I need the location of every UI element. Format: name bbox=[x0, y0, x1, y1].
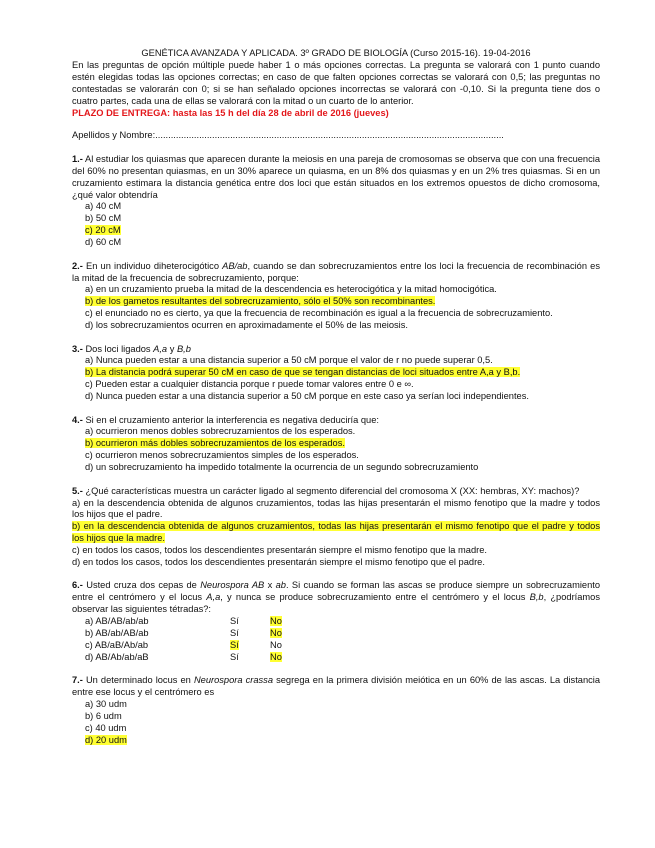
question-3: 3.- Dos loci ligados A,a y B,b a) Nunca pueden estar a una distancia superior a 50 cM porque el valor de r no puede superar 0,5. b) La distancia podrá superar 50 cM en caso de que se tengan distancias de loci situados entre A,a y B,b. c) Pueden estar a cualquier distancia porque r puede tomar valores entre 0 e ∞. d) Nunca pueden estar a una distancia superior a 50 cM porque en este caso ya serían loci independientes. bbox=[72, 344, 600, 404]
table-row: b) AB/ab/AB/ab Sí No bbox=[85, 628, 310, 640]
question-1 bbox=[72, 154, 600, 249]
no-option[interactable]: No bbox=[270, 628, 282, 639]
exam-title: GENÉTICA AVANZADA Y APLICADA. 3º GRADO DE BIOLOGÍA (Curso 2015-16). 19-04-2016 bbox=[141, 48, 531, 58]
option[interactable]: a) 30 udm bbox=[85, 699, 127, 710]
option[interactable]: d) 60 cM bbox=[85, 237, 122, 248]
yes-option[interactable]: Sí bbox=[230, 639, 239, 650]
option[interactable]: d) los sobrecruzamientos ocurren en aproximadamente el 50% de las meiosis. bbox=[85, 320, 408, 331]
options bbox=[85, 426, 600, 474]
no-option[interactable]: No bbox=[270, 616, 282, 627]
table-row: c) AB/aB/Ab/ab Sí No bbox=[85, 640, 310, 652]
option-selected[interactable]: b) La distancia podrá superar 50 cM en caso de que se tengan distancias de loci situados entre A,a y B,b. bbox=[85, 367, 521, 378]
option[interactable]: b) 50 cM bbox=[85, 213, 122, 224]
option[interactable]: c) ocurrieron menos sobrecruzamientos simples de los esperados. bbox=[85, 450, 359, 461]
option[interactable]: a) en un cruzamiento prueba la mitad de la descendencia es heterocigótica y la mitad homocigótica. bbox=[85, 284, 497, 295]
no-option[interactable]: No bbox=[270, 651, 282, 662]
yes-option[interactable]: Sí bbox=[230, 651, 239, 662]
name-field[interactable]: Apellidos y Nombre:....................................................................................................................................... bbox=[72, 130, 504, 141]
option[interactable]: c) el enunciado no es cierto, ya que la frecuencia de recombinación es igual a la frecuencia de sobrecruzamiento. bbox=[85, 308, 553, 319]
question-5: 5.- ¿Qué características muestra un carácter ligado al segmento diferencial del cromosoma X (XX: hembras, XY: machos)? a) en la descendencia obtenida de algunos cruzamientos, todas las hijas presentarán el mismo fenotipo que la madre y todos los hijos que el padre. b) en la descendencia obtenida de algunos cruzamientos, todas las hijas presentarán el mismo fenotipo que el padre y todos los hijos que la madre. c) en todos los casos, todos los descendientes presentarán siempre el mismo fenotipo que la madre. d) en todos los casos, todos los descendientes presentarán siempre el mismo fenotipo que el padre. bbox=[72, 485, 600, 568]
question-7: 7.- Un determinado locus en Neurospora crassa segrega en la primera división meiótica en un 60% de las ascas. La distancia entre ese locus y el centrómero es a) 30 udm b) 6 udm c) 40 udm d) 20 udm bbox=[72, 675, 601, 745]
options bbox=[85, 355, 600, 403]
option[interactable]: d) en todos los casos, todos los descendientes presentarán siempre el mismo fenotipo que el padre. bbox=[72, 557, 485, 568]
question-text: Al estudiar los quiasmas que aparecen durante la meiosis en una pareja de cromosomas se observa que con una frecuencia del 60% no presentan quiasmas, en un 30% aparece un quiasma, en un 8% dos quiasmas y en un 2% tres quiasmas. Si en un cruzamiento estimara la distancia genética entre dos loci que están situados en los extremos opuestos de dicho cromosoma, ¿qué valor obtendría bbox=[72, 153, 600, 200]
table-row: d) AB/Ab/ab/aB Sí No bbox=[85, 652, 310, 664]
options bbox=[85, 284, 600, 332]
yes-option[interactable]: Sí bbox=[230, 616, 239, 627]
deadline: PLAZO DE ENTREGA: hasta las 15 h del día 28 de abril de 2016 (jueves) bbox=[72, 107, 389, 118]
question-4: 4.- Si en el cruzamiento anterior la interferencia es negativa deduciría que: a) ocurrieron menos dobles sobrecruzamientos de los esperados. b) ocurrieron más dobles sobrecruzamientos de los esperados. c) ocurrieron menos sobrecruzamientos simples de los esperados. d) un sobrecruzamiento ha impedido totalmente la ocurrencia de un segundo sobrecruzamiento bbox=[72, 415, 600, 475]
question-6: 6.- Usted cruza dos cepas de Neurospora AB x ab. Si cuando se forman las ascas se produce siempre un sobrecruzamiento entre el centrómero y el locus A,a, y nunca se produce sobrecruzamiento entre el centrómero y el locus B,b, ¿podríamos observar las siguientes tétradas?: a) AB/AB/ab/ab Sí No b) AB/ab/AB/ab Sí No c) AB/aB/Ab/ab Sí No d) AB/Ab/ab/aB Sí No bbox=[72, 580, 600, 662]
option[interactable]: d) un sobrecruzamiento ha impedido totalmente la ocurrencia de un segundo sobrecruzamiento bbox=[85, 462, 479, 473]
option[interactable]: a) 40 cM bbox=[85, 201, 122, 212]
option-selected[interactable]: d) 20 udm bbox=[85, 734, 127, 745]
tetrad-table bbox=[85, 616, 310, 664]
option[interactable]: c) 40 udm bbox=[85, 722, 127, 733]
exam-page bbox=[72, 48, 600, 747]
option-selected[interactable]: b) en la descendencia obtenida de algunos cruzamientos, todas las hijas presentarán el mismo fenotipo que el padre y todos los hijos que la madre. bbox=[72, 521, 600, 544]
option[interactable]: a) en la descendencia obtenida de algunos cruzamientos, todas las hijas presentarán el mismo fenotipo que la madre y todos los hijos que el padre. bbox=[72, 497, 600, 520]
table-row: a) AB/AB/ab/ab Sí No bbox=[85, 616, 310, 628]
instructions: En las preguntas de opción múltiple puede haber 1 o más opciones correctas. La pregunta se valorará con 1 punto cuando estén elegidas todas las opciones correctas; en caso de que falten opciones correctas se valorará con 0,5; las preguntas no contestadas se valorarán con 0; si se han señalado opciones incorrectas se valorará con -0,10. Si la pregunta tiene dos o cuatro partes, cada una de ellas se valorará con la mitad o un cuarto de lo anterior. bbox=[72, 59, 600, 106]
question-number: 1.- bbox=[72, 153, 83, 164]
options bbox=[85, 699, 600, 747]
option-selected[interactable]: b) de los gametos resultantes del sobrecruzamiento, sólo el 50% son recombinantes. bbox=[85, 296, 436, 307]
option[interactable]: a) Nunca pueden estar a una distancia superior a 50 cM porque el valor de r no puede superar 0,5. bbox=[85, 355, 493, 366]
yes-option[interactable]: Sí bbox=[230, 628, 239, 639]
options bbox=[85, 201, 600, 249]
option[interactable]: b) 6 udm bbox=[85, 711, 122, 721]
option[interactable]: c) Pueden estar a cualquier distancia porque r puede tomar valores entre 0 e ∞. bbox=[85, 379, 414, 390]
option-selected[interactable]: c) 20 cM bbox=[85, 225, 121, 236]
no-option[interactable]: No bbox=[270, 639, 282, 650]
question-2: 2.- En un individuo diheterocigótico AB/ab, cuando se dan sobrecruzamientos entre los loci la frecuencia de recombinación es la mitad de la frecuencia de sobrecruzamiento, porque: a) en un cruzamiento prueba la mitad de la descendencia es heterocigótica y la mitad homocigótica. b) de los gametos resultantes del sobrecruzamiento, sólo el 50% son recombinantes. c) el enunciado no es cierto, ya que la frecuencia de recombinación es igual a la frecuencia de sobrecruzamiento. d) los sobrecruzamientos ocurren en aproximadamente el 50% de las meiosis. bbox=[72, 260, 600, 331]
option[interactable]: c) en todos los casos, todos los descendientes presentarán siempre el mismo fenotipo que la madre. bbox=[72, 545, 487, 556]
option[interactable]: a) ocurrieron menos dobles sobrecruzamientos de los esperados. bbox=[85, 426, 356, 437]
option[interactable]: d) Nunca pueden estar a una distancia superior a 50 cM porque en este caso ya serían loci independientes. bbox=[85, 391, 529, 402]
option-selected[interactable]: b) ocurrieron más dobles sobrecruzamientos de los esperados. bbox=[85, 438, 345, 449]
